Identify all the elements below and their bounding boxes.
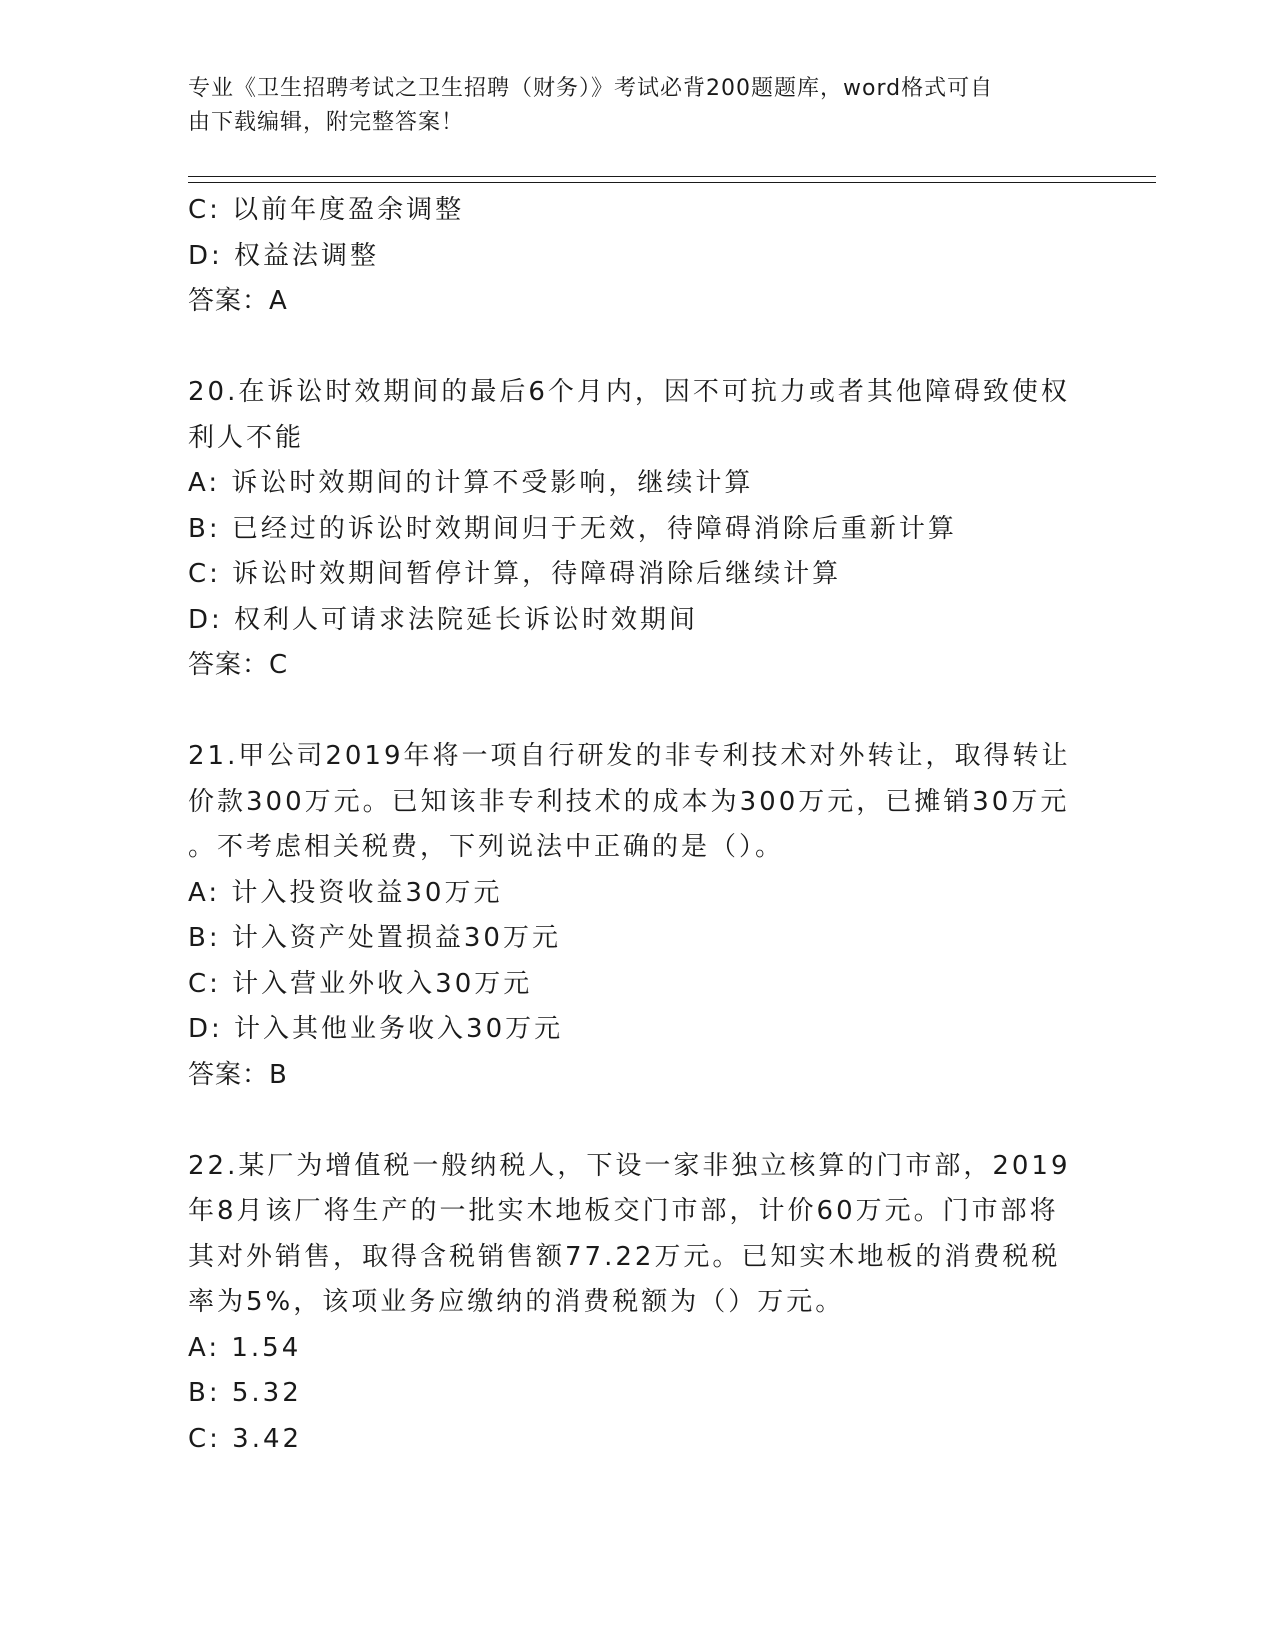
question-text-line: 利人不能 bbox=[188, 422, 305, 453]
question-text-line: 21.甲公司2019年将一项自行研发的非专利技术对外转让，取得转让 bbox=[188, 741, 1071, 771]
option-c: C: 计入营业外收入30万元 bbox=[188, 968, 533, 999]
option-a: A: 1.54 bbox=[188, 1332, 302, 1363]
question-text-line: 年8月该厂将生产的一批实木地板交门市部，计价60万元。门市部将 bbox=[188, 1196, 1059, 1226]
header-line-2: 由下载编辑，附完整答案！ bbox=[188, 110, 465, 135]
question-20 bbox=[188, 370, 1088, 689]
question-spacer bbox=[188, 325, 1088, 371]
option-b: B: 5.32 bbox=[188, 1378, 302, 1408]
option-b: B: 已经过的诉讼时效期间归于无效，待障碍消除后重新计算 bbox=[188, 513, 957, 544]
header-divider-top bbox=[188, 176, 1156, 177]
question-22 bbox=[188, 1144, 1088, 1463]
question-text-line: 率为5%，该项业务应缴纳的消费税额为（）万元。 bbox=[188, 1287, 845, 1317]
option-c: C: 以前年度盈余调整 bbox=[188, 195, 465, 225]
question-text-line: 。不考虑相关税费，下列说法中正确的是（）。 bbox=[188, 832, 785, 862]
option-a: A: 诉讼时效期间的计算不受影响，继续计算 bbox=[188, 468, 754, 498]
option-d: D: 权益法调整 bbox=[188, 240, 380, 271]
question-spacer bbox=[188, 689, 1088, 735]
document-header bbox=[188, 72, 1068, 140]
question-19-tail bbox=[188, 188, 1088, 325]
option-d: D: 计入其他业务收入30万元 bbox=[188, 1014, 564, 1044]
option-d: D: 权利人可请求法院延长诉讼时效期间 bbox=[188, 604, 699, 635]
option-b: B: 计入资产处置损益30万元 bbox=[188, 923, 561, 953]
answer-label: 答案：B bbox=[188, 1059, 288, 1090]
question-list bbox=[188, 188, 1088, 1462]
option-c: C: 3.42 bbox=[188, 1423, 303, 1454]
question-text-line: 其对外销售，取得含税销售额77.22万元。已知实木地板的消费税税 bbox=[188, 1241, 1061, 1272]
option-a: A: 计入投资收益30万元 bbox=[188, 877, 503, 908]
question-text-line: 价款300万元。已知该非专利技术的成本为300万元，已摊销30万元 bbox=[188, 786, 1070, 817]
option-c: C: 诉讼时效期间暂停计算，待障碍消除后继续计算 bbox=[188, 559, 842, 589]
question-spacer bbox=[188, 1098, 1088, 1144]
question-21 bbox=[188, 734, 1088, 1098]
answer-label: 答案：A bbox=[188, 286, 288, 316]
header-line-1: 专业《卫生招聘考试之卫生招聘（财务）》考试必背200题题库，word格式可自 bbox=[188, 76, 994, 101]
answer-label: 答案：C bbox=[188, 650, 289, 680]
question-text-line: 22.某厂为增值税一般纳税人，下设一家非独立核算的门市部，2019 bbox=[188, 1150, 1071, 1181]
header-divider-bottom bbox=[188, 182, 1156, 183]
question-text-line: 20.在诉讼时效期间的最后6个月内，因不可抗力或者其他障碍致使权 bbox=[188, 377, 1070, 407]
